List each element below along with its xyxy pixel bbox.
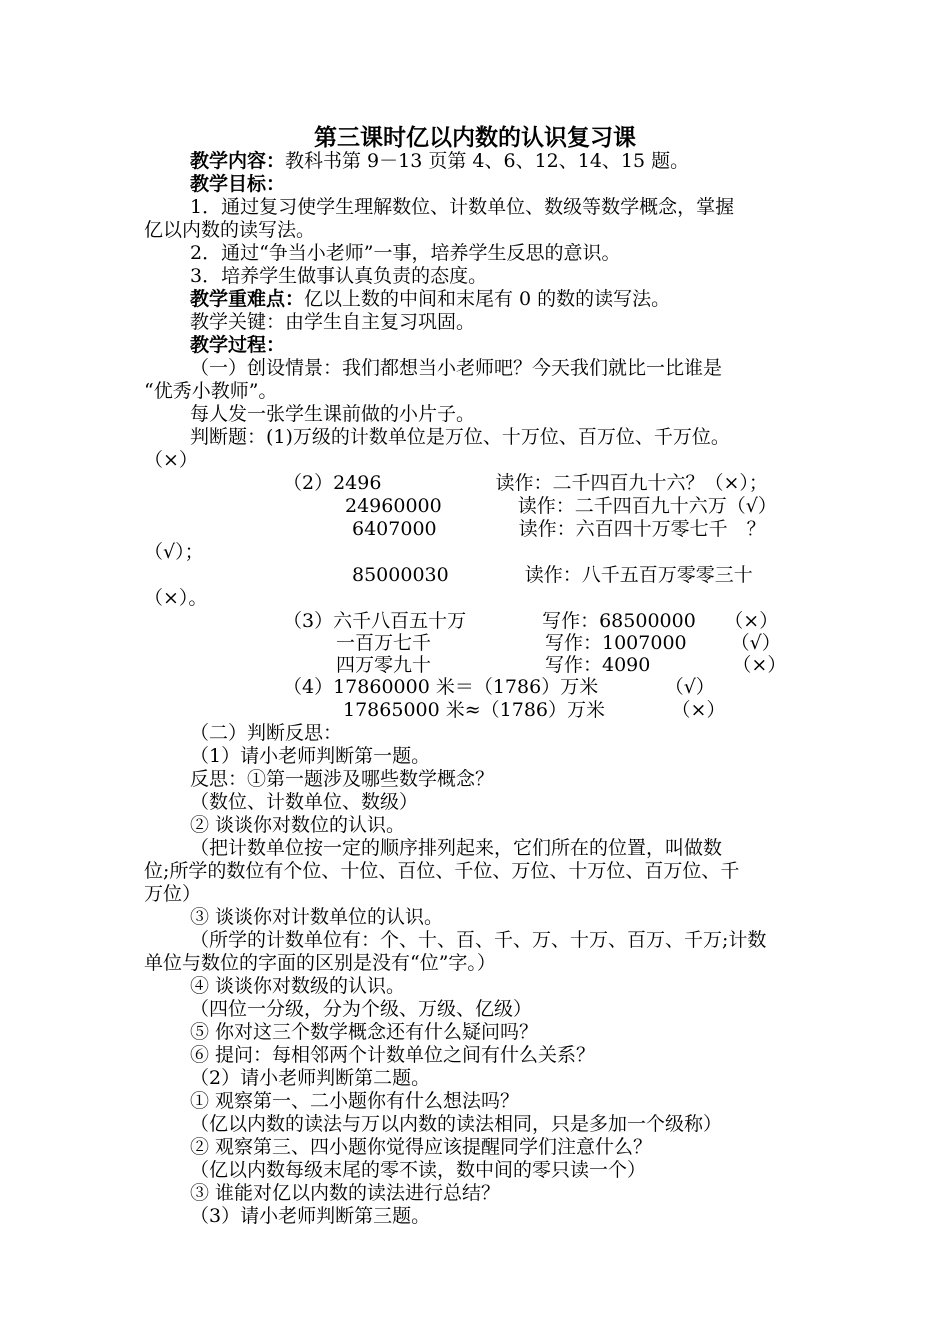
goals-label: 教学目标： bbox=[190, 173, 286, 195]
question-3: （3）请小老师判断第三题。 bbox=[190, 1205, 431, 1227]
reflect-3-answer-a: （所学的计数单位有：个、十、百、千、万、十万、百万、千万;计数 bbox=[190, 929, 767, 951]
reflect-3-answer-b: 单位与数位的字面的区别是没有“位”字。） bbox=[144, 952, 496, 974]
reflect-3: ③ 谈谈你对计数单位的认识。 bbox=[190, 906, 444, 928]
content-line bbox=[190, 150, 689, 172]
content-text: 教科书第 9－13 页第 4、6、12、14、15 题。 bbox=[285, 150, 690, 172]
page-title: 第三课时亿以内数的认识复习课 bbox=[314, 124, 636, 151]
judge-1-line-a: 判断题：(1)万级的计数单位是万位、十万位、百万位、千万位。 bbox=[190, 426, 730, 448]
judge-4-row-2: 17865000 米≈（1786）万米 （×） bbox=[343, 699, 726, 721]
section-1-line-b: “优秀小教师”。 bbox=[144, 380, 278, 402]
observe-2: ② 观察第三、四小题你觉得应该提醒同学们注意什么？ bbox=[190, 1136, 653, 1158]
judge-2-row-4: 85000030 读作：八千五百万零零三十 bbox=[352, 564, 753, 586]
difficulty-text: 亿以上数的中间和末尾有 0 的数的读写法。 bbox=[304, 288, 671, 310]
reflect-2-answer-b: 位;所学的数位有个位、十位、百位、千位、万位、十万位、百万位、千 bbox=[144, 860, 740, 882]
observe-3: ③ 谁能对亿以内数的读法进行总结？ bbox=[190, 1182, 501, 1204]
reflect-4-answer: （四位一分级，分为个级、万级、亿级） bbox=[190, 998, 533, 1020]
observe-1: ① 观察第一、二小题你有什么想法吗？ bbox=[190, 1090, 520, 1112]
reflect-2-answer-a: （把计数单位按一定的顺序排列起来，它们所在的位置，叫做数 bbox=[190, 837, 723, 859]
question-1: （1）请小老师判断第一题。 bbox=[190, 745, 431, 767]
section-2-heading: （二）判断反思： bbox=[190, 722, 343, 744]
process-heading bbox=[190, 334, 285, 356]
judge-2-row-3b: （√）； bbox=[144, 541, 204, 563]
reflect-4: ④ 谈谈你对数级的认识。 bbox=[190, 975, 406, 997]
judge-3-row-2: 一百万七千 写作：1007000 （√） bbox=[336, 632, 781, 654]
goal-1-line-a: 1．通过复习使学生理解数位、计数单位、数级等数学概念，掌握 bbox=[190, 196, 735, 218]
observe-1-answer: （亿以内数的读法与万以内数的读法相同，只是多加一个级称） bbox=[190, 1113, 723, 1135]
key-line: 教学关键：由学生自主复习巩固。 bbox=[190, 311, 476, 333]
goal-1-line-b: 亿以内数的读写法。 bbox=[144, 219, 316, 241]
goal-2: 2．通过“争当小老师”一事，培养学生反思的意识。 bbox=[190, 242, 621, 264]
question-2: （2）请小老师判断第二题。 bbox=[190, 1067, 431, 1089]
goals-heading bbox=[190, 173, 285, 195]
judge-1-line-b: （×） bbox=[144, 449, 198, 471]
content-label: 教学内容： bbox=[190, 150, 286, 172]
reflect-6: ⑥ 提问：每相邻两个计数单位之间有什么关系？ bbox=[190, 1044, 596, 1066]
difficulty-label: 教学重难点： bbox=[190, 288, 305, 310]
reflect-2: ② 谈谈你对数位的认识。 bbox=[190, 814, 406, 836]
goal-3: 3．培养学生做事认真负责的态度。 bbox=[190, 265, 488, 287]
judge-3-row-3: 四万零九十 写作：4090 （×） bbox=[336, 654, 787, 676]
card-line: 每人发一张学生课前做的小片子。 bbox=[190, 403, 476, 425]
difficulty-line bbox=[190, 288, 670, 310]
judge-3-row-1: （3）六千八百五十万 写作：68500000 （×） bbox=[283, 610, 779, 632]
judge-2-row-1: （2）2496 读作：二千四百九十六？（×）； bbox=[283, 472, 768, 494]
judge-2-row-2: 24960000 读作：二千四百九十六万（√） bbox=[345, 495, 777, 517]
section-1-line-a: （一）创设情景：我们都想当小老师吧？今天我们就比一比谁是 bbox=[190, 357, 723, 379]
reflect-1-answer: （数位、计数单位、数级） bbox=[190, 791, 419, 813]
reflect-2-answer-c: 万位） bbox=[144, 883, 202, 905]
judge-2-row-4b: （×）。 bbox=[144, 587, 208, 609]
reflect-5: ⑤ 你对这三个数学概念还有什么疑问吗？ bbox=[190, 1021, 539, 1043]
judge-2-row-3: 6407000 读作：六百四十万零七千 ？ bbox=[352, 518, 766, 540]
observe-2-answer: （亿以内数每级末尾的零不读，数中间的零只读一个） bbox=[190, 1159, 647, 1181]
reflect-1: 反思：①第一题涉及哪些数学概念？ bbox=[190, 768, 495, 790]
judge-4-row-1: （4）17860000 米＝（1786）万米 （√） bbox=[283, 676, 715, 698]
process-label: 教学过程： bbox=[190, 334, 286, 356]
